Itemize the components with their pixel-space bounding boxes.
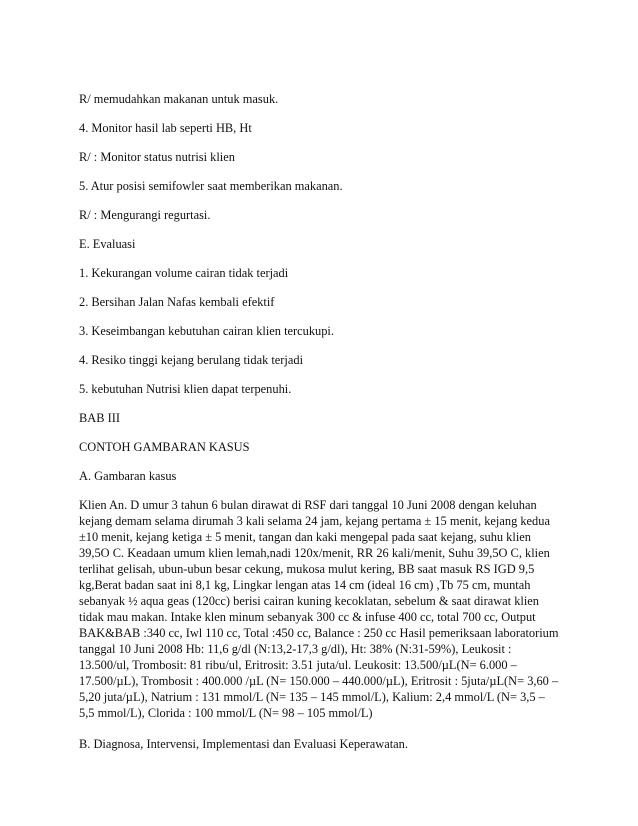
paragraph-monitor-lab: 4. Monitor hasil lab seperti HB, Ht — [79, 121, 252, 135]
case-line: 5,20 juta/µL), Natrium : 131 mmol/L (N= 135 – 145 mmol/L), Kalium: 2,4 mmol/L (N= 3,5 – — [79, 690, 545, 704]
paragraph-rationale-food: R/ memudahkan makanan untuk masuk. — [79, 92, 279, 106]
evaluation-item-3: 3. Keseimbangan kebutuhan cairan klien tercukupi. — [79, 324, 334, 338]
evaluation-item-1: 1. Kekurangan volume cairan tidak terjadi — [79, 266, 289, 280]
section-heading-diagnosis: B. Diagnosa, Intervensi, Implementasi dan Evaluasi Keperawatan. — [79, 737, 408, 751]
chapter-heading: BAB III — [79, 411, 120, 425]
paragraph-semifowler: 5. Atur posisi semifowler saat memberikan makanan. — [79, 179, 343, 193]
case-line: tanggal 10 Juni 2008 Hb: 11,6 g/dl (N:13,2-17,3 g/dl), Ht: 38% (N:31-59%), Leukosit : — [79, 642, 512, 656]
paragraph-rationale-regurgitation: R/ : Mengurangi regurtasi. — [79, 208, 211, 222]
case-line: 17.500/µL), Trombosit : 400.000 /µL (N= 150.000 – 440.000/µL), Eritrosit : 5juta/µL(N= 3,60 – — [79, 674, 559, 688]
case-line: terlihat gelisah, ubun-ubun besar cekung, mukosa mulut kering, BB saat masuk RS IGD 9,5 — [79, 562, 535, 576]
case-line: BAK&BAB :340 cc, Iwl 110 cc, Total :450 cc, Balance : 250 cc Hasil pemeriksaan laboratorium — [79, 626, 559, 640]
section-heading-case: A. Gambaran kasus — [79, 469, 177, 483]
case-line: 13.500/ul, Trombosit: 81 ribu/ul, Eritrosit: 3.51 juta/ul. Leukosit: 13.500/µL(N= 6.000 – — [79, 658, 517, 672]
case-line: kg,Berat badan saat ini 8,1 kg, Lingkar lengan atas 14 cm (ideal 16 cm) ,Tb 75 cm, muntah — [79, 578, 531, 592]
evaluation-item-5: 5. kebutuhan Nutrisi klien dapat terpenuhi. — [79, 382, 292, 396]
case-line: Klien An. D umur 3 tahun 6 bulan dirawat di RSF dari tanggal 10 Juni 2008 dengan keluhan — [79, 498, 537, 512]
case-line: 5,5 mmol/L), Clorida : 100 mmol/L (N= 98 – 105 mmol/L) — [79, 706, 373, 720]
case-line: kejang demam selama dirumah 3 kali selama 24 jam, kejang pertama ± 15 menit, kejang kedua — [79, 514, 550, 528]
case-line: ±10 menit, kejang ketiga ± 5 menit, tangan dan kaki mengepal pada saat kejang, suhu klien — [79, 530, 531, 544]
evaluation-item-2: 2. Bersihan Jalan Nafas kembali efektif — [79, 295, 275, 309]
case-description — [79, 497, 599, 721]
evaluation-item-4: 4. Resiko tinggi kejang berulang tidak terjadi — [79, 353, 304, 367]
paragraph-rationale-nutrition: R/ : Monitor status nutrisi klien — [79, 150, 235, 164]
section-heading-evaluation: E. Evaluasi — [79, 237, 136, 251]
chapter-title: CONTOH GAMBARAN KASUS — [79, 440, 250, 454]
case-line: 39,5O C. Keadaan umum klien lemah,nadi 120x/menit, RR 26 kali/menit, Suhu 39,5O C, klien — [79, 546, 550, 560]
case-line: tidak mau makan. Intake klen minum sebanyak 300 cc & infuse 400 cc, total 700 cc, Output — [79, 610, 536, 624]
case-line: sebanyak ½ aqua geas (120cc) berisi cairan kuning kecoklatan, sebelum & saat dirawat klien — [79, 594, 540, 608]
